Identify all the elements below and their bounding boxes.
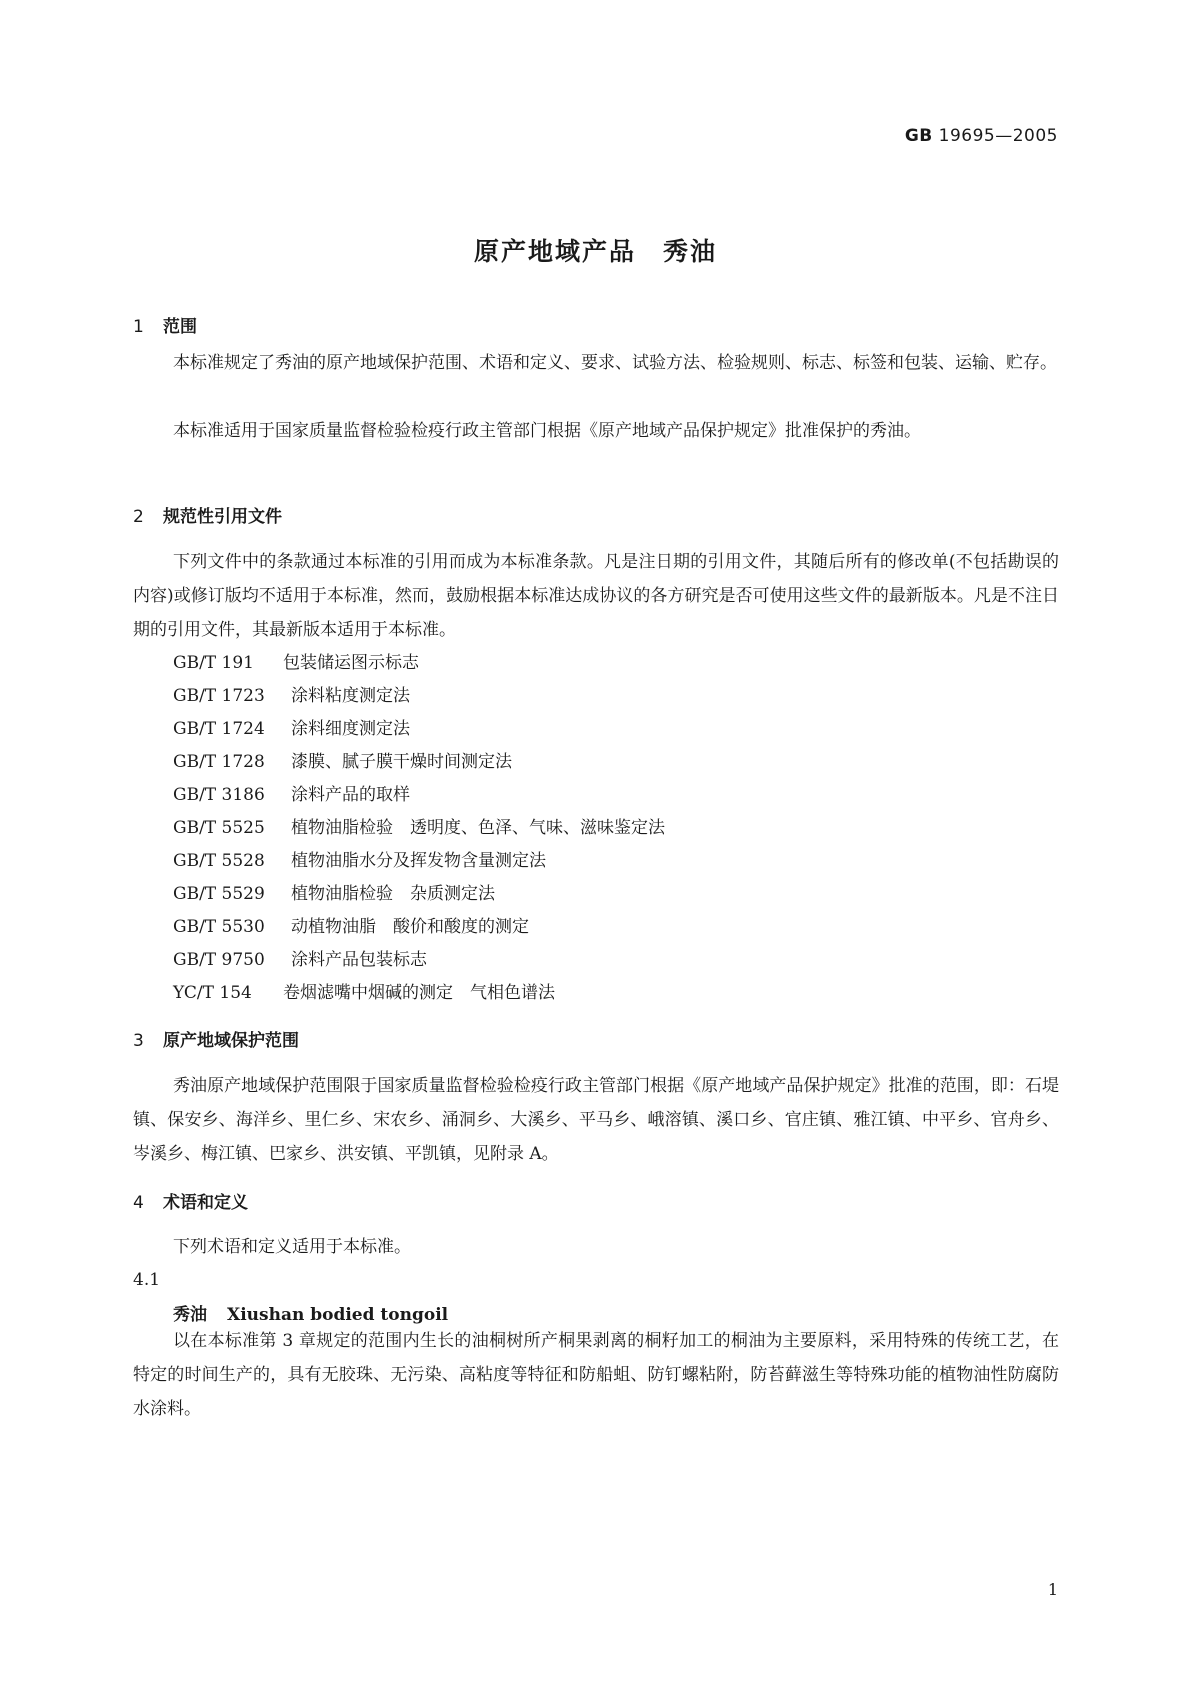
reference-title: 卷烟滤嘴中烟碱的测定 气相色谱法 xyxy=(283,983,555,1003)
section-title: 范围 xyxy=(163,317,197,337)
section-1-heading xyxy=(133,312,197,337)
reference-item xyxy=(173,978,555,1003)
section-number: 4 xyxy=(133,1193,144,1213)
section-number: 1 xyxy=(133,317,144,337)
reference-code: GB/T 1723 xyxy=(173,686,265,706)
section-4-heading xyxy=(133,1188,248,1213)
reference-item xyxy=(173,846,546,871)
standard-prefix: GB xyxy=(904,126,933,146)
reference-code: GB/T 5525 xyxy=(173,818,265,838)
reference-code: GB/T 5528 xyxy=(173,851,265,871)
section-title: 规范性引用文件 xyxy=(163,507,282,527)
reference-item xyxy=(173,714,410,739)
reference-item xyxy=(173,912,529,937)
reference-title: 涂料产品包装标志 xyxy=(291,950,427,970)
reference-item xyxy=(173,945,427,970)
section-3-heading xyxy=(133,1026,299,1051)
reference-code: GB/T 1724 xyxy=(173,719,265,739)
reference-code: GB/T 1728 xyxy=(173,752,265,772)
section-title: 原产地域保护范围 xyxy=(163,1031,299,1051)
reference-code: YC/T 154 xyxy=(173,983,252,1003)
term-number: 4.1 xyxy=(133,1270,161,1290)
section-title: 术语和定义 xyxy=(163,1193,248,1213)
reference-item xyxy=(173,648,419,673)
section-2-heading xyxy=(133,502,282,527)
term-definition: 以在本标准第 3 章规定的范围内生长的油桐树所产桐果剥离的桐籽加工的桐油为主要原料，采用特殊的传统工艺，在特定的时间生产的，具有无胶珠、无污染、高粘度等特征和防船蛆、防钉螺粘附，防苔藓滋生等特殊功能的植物油性防腐防水涂料。 xyxy=(133,1331,1059,1419)
standard-number xyxy=(905,126,1058,146)
reference-code: GB/T 5530 xyxy=(173,917,265,937)
section-number: 3 xyxy=(133,1031,144,1051)
section-1-paragraph-2: 本标准适用于国家质量监督检验检疫行政主管部门根据《原产地域产品保护规定》批准保护的秀油。 xyxy=(173,421,921,441)
reference-code: GB/T 191 xyxy=(173,653,254,673)
reference-title: 漆膜、腻子膜干燥时间测定法 xyxy=(291,752,512,772)
term-english: Xiushan bodied tongoil xyxy=(227,1305,449,1325)
reference-title: 动植物油脂 酸价和酸度的测定 xyxy=(291,917,529,937)
section-number: 2 xyxy=(133,507,144,527)
standard-code: 19695—2005 xyxy=(938,126,1058,146)
document-title: 原产地域产品 秀油 xyxy=(473,237,717,266)
section-2-paragraph-1: 下列文件中的条款通过本标准的引用而成为本标准条款。凡是注日期的引用文件，其随后所有的修改单(不包括勘误的内容)或修订版均不适用于本标准，然而，鼓励根据本标准达成协议的各方研究是否可使用这些文件的最新版本。凡是不注日期的引用文件，其最新版本适用于本标准。 xyxy=(133,552,1059,640)
reference-item xyxy=(173,747,512,772)
section-1-paragraph-1: 本标准规定了秀油的原产地域保护范围、术语和定义、要求、试验方法、检验规则、标志、标签和包装、运输、贮存。 xyxy=(173,353,1057,373)
reference-title: 植物油脂检验 杂质测定法 xyxy=(291,884,495,904)
reference-code: GB/T 3186 xyxy=(173,785,265,805)
section-3-paragraph-1: 秀油原产地域保护范围限于国家质量监督检验检疫行政主管部门根据《原产地域产品保护规定》批准的范围，即：石堤镇、保安乡、海洋乡、里仁乡、宋农乡、涌洞乡、大溪乡、平马乡、峨溶镇、溪口乡、官庄镇、雅江镇、中平乡、官舟乡、岑溪乡、梅江镇、巴家乡、洪安镇、平凯镇，见附录 A。 xyxy=(133,1076,1059,1164)
reference-item xyxy=(173,780,410,805)
reference-item xyxy=(173,813,665,838)
reference-title: 涂料粘度测定法 xyxy=(291,686,410,706)
reference-title: 植物油脂检验 透明度、色泽、气味、滋味鉴定法 xyxy=(291,818,665,838)
reference-item xyxy=(173,879,495,904)
section-4-paragraph-1: 下列术语和定义适用于本标准。 xyxy=(173,1237,411,1257)
page-number: 1 xyxy=(1047,1580,1058,1599)
term-heading xyxy=(173,1300,448,1325)
reference-title: 涂料产品的取样 xyxy=(291,785,410,805)
reference-code: GB/T 9750 xyxy=(173,950,265,970)
reference-item xyxy=(173,681,410,706)
reference-title: 植物油脂水分及挥发物含量测定法 xyxy=(291,851,546,871)
reference-title: 包装储运图示标志 xyxy=(283,653,419,673)
reference-title: 涂料细度测定法 xyxy=(291,719,410,739)
term-chinese: 秀油 xyxy=(173,1305,207,1325)
reference-code: GB/T 5529 xyxy=(173,884,265,904)
